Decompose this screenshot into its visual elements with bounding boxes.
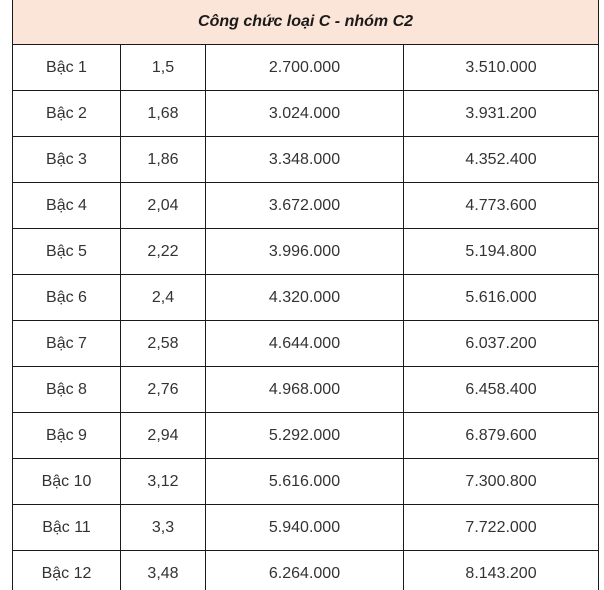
table-row: [13, 45, 599, 91]
grade-cell: Bậc 4: [13, 183, 121, 229]
salary-table: [12, 0, 599, 590]
new-salary-cell: 6.037.200: [404, 321, 599, 367]
grade-cell: Bậc 9: [13, 413, 121, 459]
new-salary-cell: 5.194.800: [404, 229, 599, 275]
current-salary-cell: 5.616.000: [206, 459, 404, 505]
table-row: [13, 367, 599, 413]
grade-cell: Bậc 7: [13, 321, 121, 367]
coefficient-cell: 3,3: [121, 505, 206, 551]
coefficient-cell: 2,58: [121, 321, 206, 367]
grade-cell: Bậc 5: [13, 229, 121, 275]
grade-cell: Bậc 2: [13, 91, 121, 137]
coefficient-cell: 1,5: [121, 45, 206, 91]
current-salary-cell: 3.672.000: [206, 183, 404, 229]
table-row: [13, 413, 599, 459]
grade-cell: Bậc 1: [13, 45, 121, 91]
grade-cell: Bậc 12: [13, 551, 121, 590]
coefficient-cell: 1,68: [121, 91, 206, 137]
current-salary-cell: 4.320.000: [206, 275, 404, 321]
current-salary-cell: 6.264.000: [206, 551, 404, 590]
coefficient-cell: 2,76: [121, 367, 206, 413]
new-salary-cell: 6.458.400: [404, 367, 599, 413]
table-row: [13, 551, 599, 590]
table-row: [13, 229, 599, 275]
current-salary-cell: 4.968.000: [206, 367, 404, 413]
new-salary-cell: 4.352.400: [404, 137, 599, 183]
new-salary-cell: 8.143.200: [404, 551, 599, 590]
new-salary-cell: 7.300.800: [404, 459, 599, 505]
table-header-row: [13, 0, 599, 45]
coefficient-cell: 3,48: [121, 551, 206, 590]
grade-cell: Bậc 10: [13, 459, 121, 505]
new-salary-cell: 7.722.000: [404, 505, 599, 551]
grade-cell: Bậc 8: [13, 367, 121, 413]
new-salary-cell: 6.879.600: [404, 413, 599, 459]
grade-cell: Bậc 6: [13, 275, 121, 321]
table-row: [13, 459, 599, 505]
table-row: [13, 91, 599, 137]
new-salary-cell: 3.931.200: [404, 91, 599, 137]
new-salary-cell: 5.616.000: [404, 275, 599, 321]
current-salary-cell: 3.996.000: [206, 229, 404, 275]
table-row: [13, 321, 599, 367]
table-row: [13, 183, 599, 229]
grade-cell: Bậc 11: [13, 505, 121, 551]
current-salary-cell: 3.348.000: [206, 137, 404, 183]
coefficient-cell: 1,86: [121, 137, 206, 183]
grade-cell: Bậc 3: [13, 137, 121, 183]
table-row: [13, 137, 599, 183]
current-salary-cell: 5.292.000: [206, 413, 404, 459]
coefficient-cell: 2,94: [121, 413, 206, 459]
current-salary-cell: 5.940.000: [206, 505, 404, 551]
table-row: [13, 275, 599, 321]
coefficient-cell: 2,22: [121, 229, 206, 275]
new-salary-cell: 4.773.600: [404, 183, 599, 229]
table-row: [13, 505, 599, 551]
current-salary-cell: 3.024.000: [206, 91, 404, 137]
coefficient-cell: 2,4: [121, 275, 206, 321]
current-salary-cell: 4.644.000: [206, 321, 404, 367]
new-salary-cell: 3.510.000: [404, 45, 599, 91]
table-body: [13, 45, 599, 590]
current-salary-cell: 2.700.000: [206, 45, 404, 91]
coefficient-cell: 2,04: [121, 183, 206, 229]
table-title: Công chức loại C - nhóm C2: [13, 0, 599, 45]
coefficient-cell: 3,12: [121, 459, 206, 505]
